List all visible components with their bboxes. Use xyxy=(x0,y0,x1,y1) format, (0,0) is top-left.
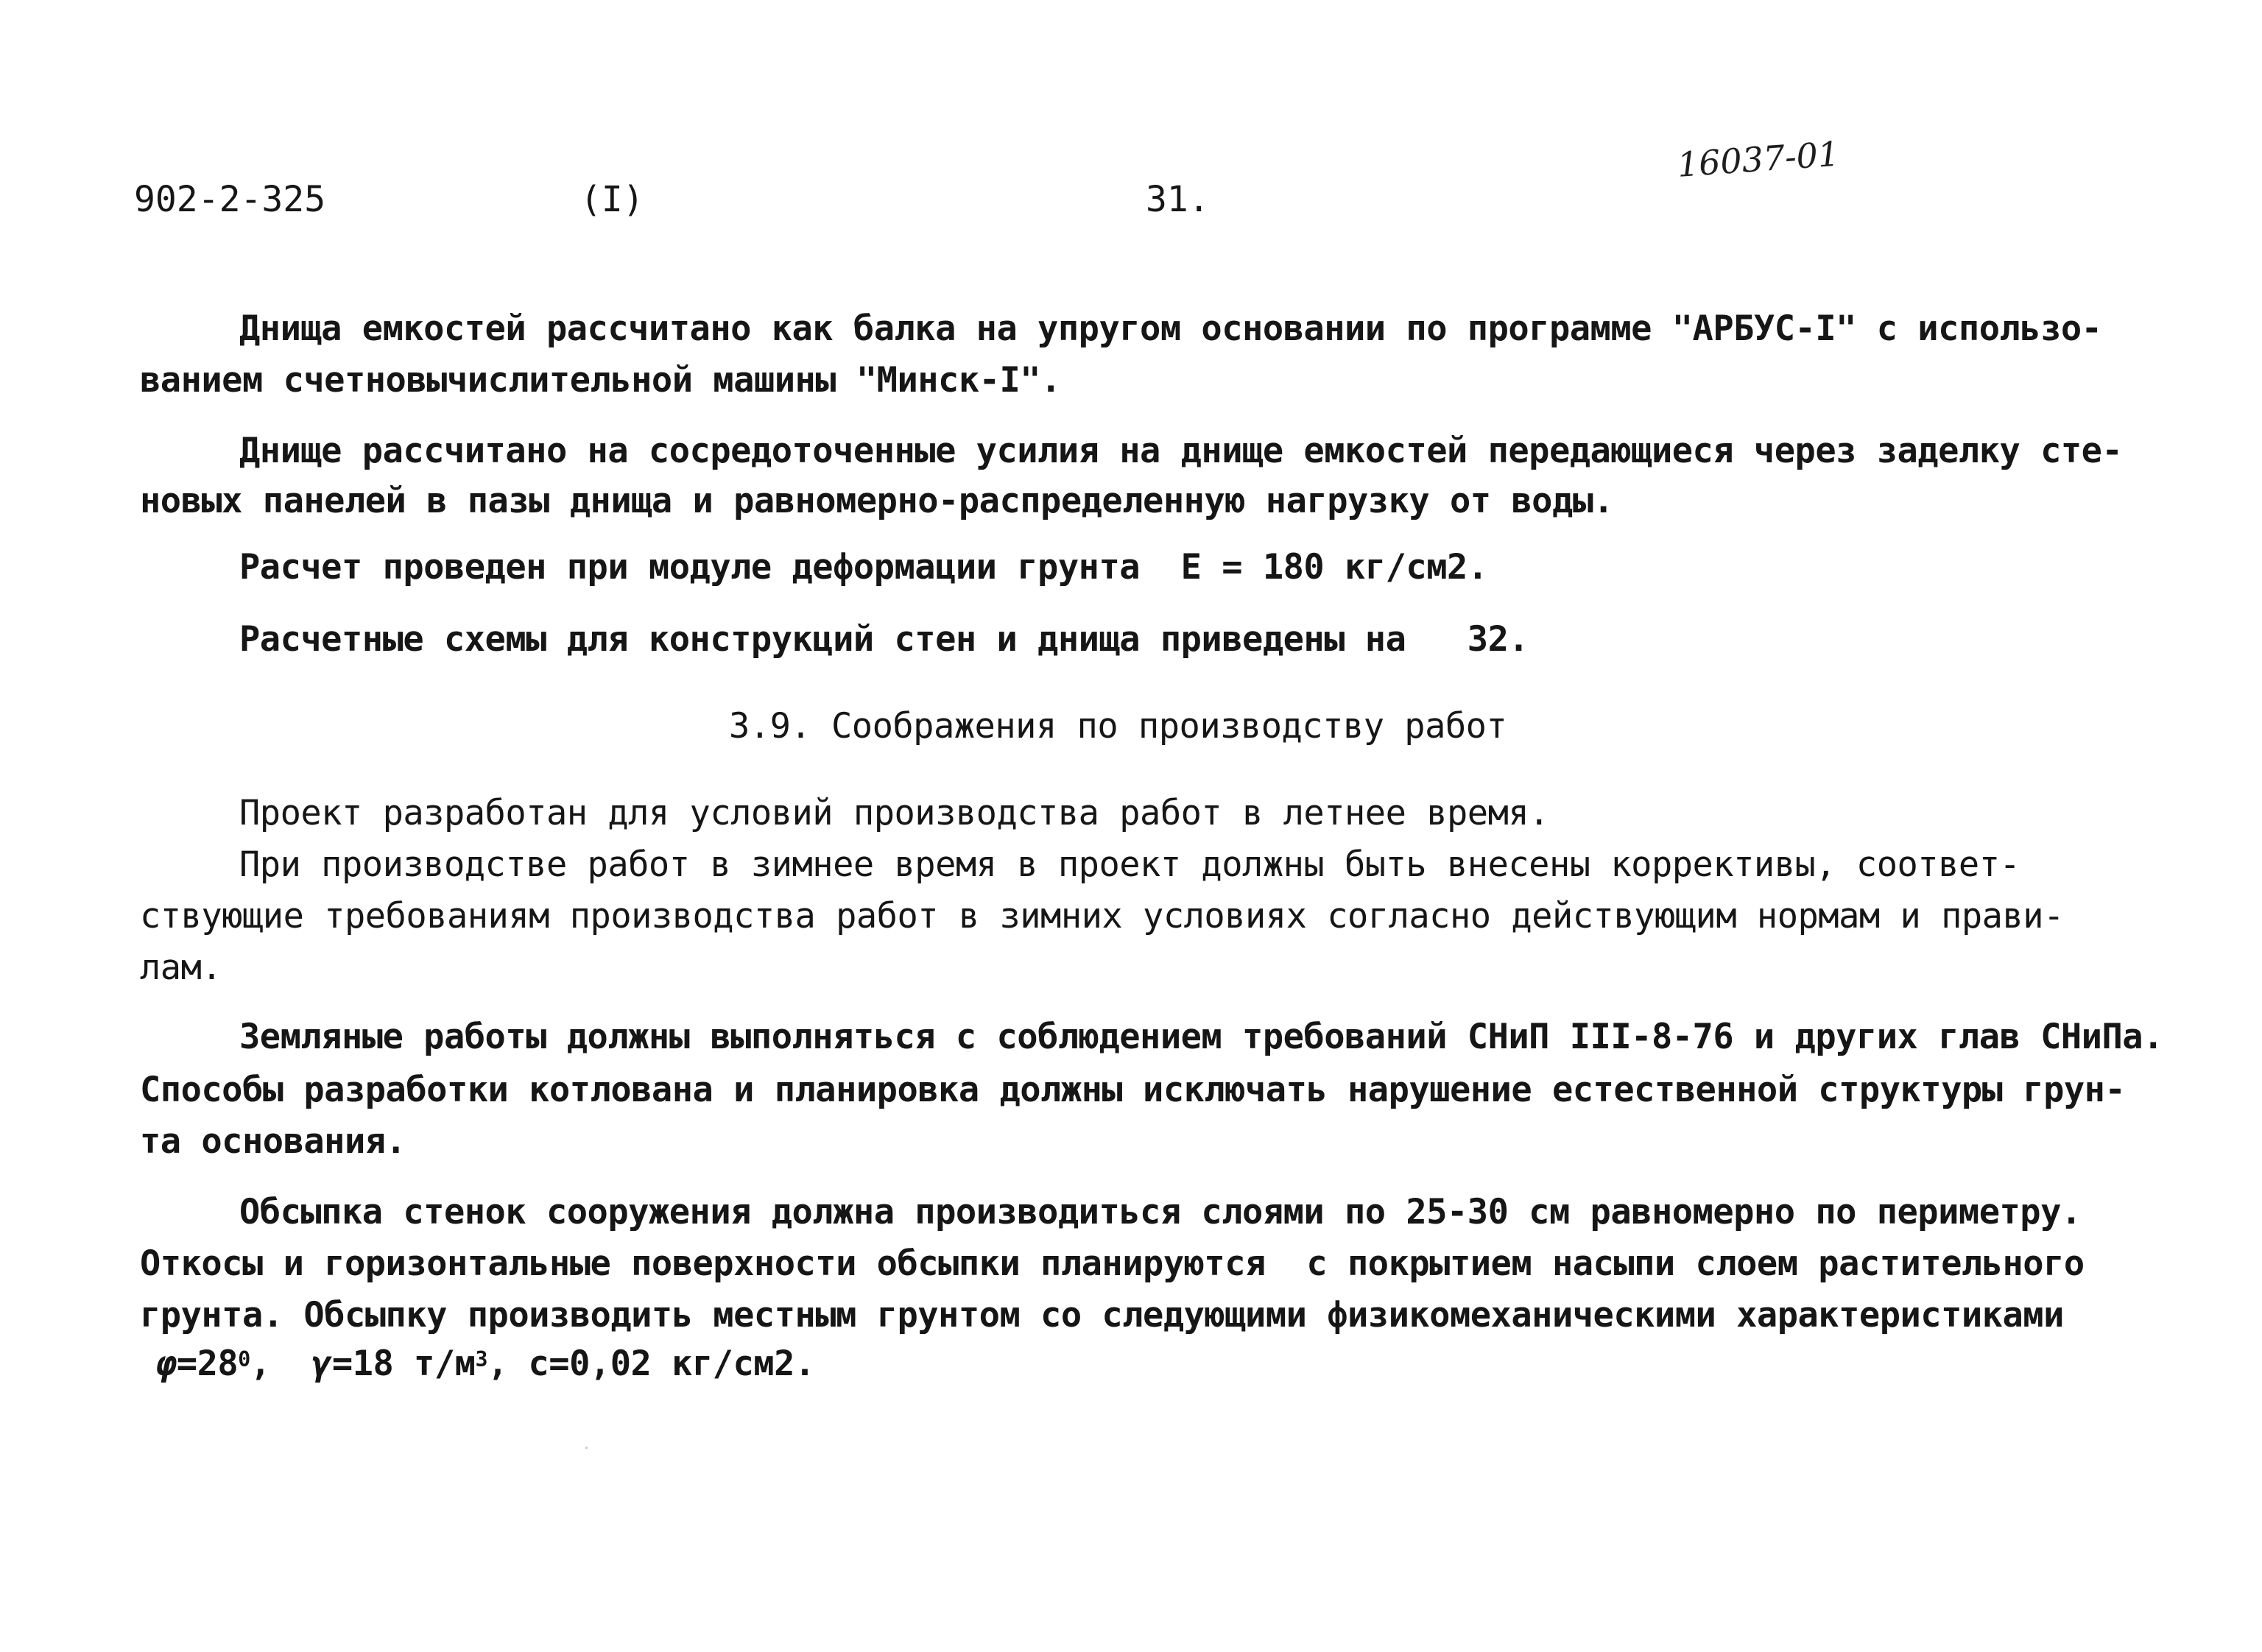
paragraph-line: Земляные работы должны выполняться с соблюдением требований СНиП III-8-76 и других глав СНиПа. xyxy=(239,1017,2163,1057)
paragraph-line: Способы разработки котлована и планировка должны исключать нарушение естественной структуры грун- xyxy=(140,1070,2126,1110)
soil-parameters-formula: $\varphi=28^0$, γ=18 $т/м^3$, c=0,02 кг/см2. xyxy=(156,1344,815,1384)
phi-value: =28 xyxy=(176,1344,239,1384)
paragraph-line: лам. xyxy=(140,947,222,988)
paragraph-line: Расчет проведен при модуле деформации грунта E = 180 кг/см2. xyxy=(239,547,1488,587)
paragraph-line: Обсыпка стенок сооружения должна производиться слоями по 25-30 см равномерно по периметру. xyxy=(239,1192,2082,1232)
paragraph-line: Проект разработан для условий производства работ в летнее время. xyxy=(239,793,1549,833)
paragraph-line: Днища емкостей рассчитано как балка на упругом основании по программе "АРБУС-I" с использо- xyxy=(239,308,2102,349)
paragraph-line: новых панелей в пазы днища и равномерно-распределенную нагрузку от воды. xyxy=(140,481,1614,521)
paragraph-line: ванием счетновычислительной машины "Минск-I". xyxy=(140,360,1061,400)
paragraph-line: та основания. xyxy=(140,1121,406,1162)
paragraph-line: грунта. Обсыпку производить местным грунтом со следующими физикомеханическими характеристиками xyxy=(140,1295,2064,1335)
document-number: 902-2-325 xyxy=(134,179,326,220)
gamma-exponent: 3 xyxy=(475,1347,487,1372)
page-number: 31. xyxy=(1146,179,1210,220)
section-heading: 3.9. Соображения по производству работ xyxy=(729,706,1507,746)
phi-degree: 0 xyxy=(238,1347,250,1372)
scan-speck xyxy=(585,1447,588,1449)
volume-label: (I) xyxy=(580,179,644,220)
paragraph-line: Расчетные схемы для конструкций стен и днища приведены на 32. xyxy=(239,619,1529,660)
gamma-value: =18 т/м xyxy=(331,1344,476,1384)
paragraph-line: При производстве работ в зимнее время в проект должны быть внесены коррективы, соответ- xyxy=(239,844,2020,885)
phi-symbol: φ xyxy=(156,1344,177,1384)
cohesion-value: , c=0,02 кг/см2. xyxy=(487,1344,815,1384)
paragraph-line: Откосы и горизонтальные поверхности обсыпки планируются с покрытием насыпи слоем растительного xyxy=(140,1243,2085,1284)
gamma-symbol: γ xyxy=(311,1344,332,1384)
paragraph-line: ствующие требованиям производства работ в зимних условиях согласно действующим нормам и прави- xyxy=(140,896,2064,936)
paragraph-line: Днище рассчитано на сосредоточенные усилия на днище емкостей передающиеся через заделку сте- xyxy=(239,431,2123,471)
handwritten-code: 16037-01 xyxy=(1676,133,1841,185)
